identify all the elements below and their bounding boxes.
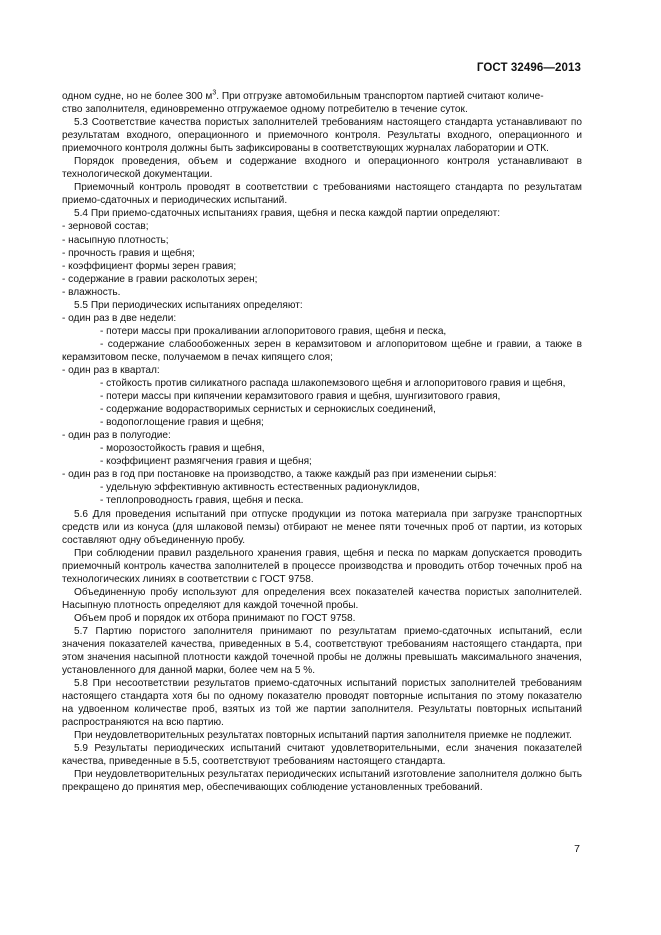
paragraph: Приемочный контроль проводят в соответствии с требованиями настоящего стандарта по результатам приемо-сдаточных и периодических испытаний. — [62, 182, 582, 207]
paragraph: При неудовлетворительных результатах повторных испытаний партия заполнителя приемке не подлежит. — [74, 730, 572, 742]
sub-list-item: - теплопроводность гравия, щебня и песка. — [100, 495, 304, 507]
clause-5-3: 5.3 Соответствие качества пористых заполнителей требованиям настоящего стандарта устанавливают по результатам входного, операционного и приемочного контроля. Результаты входного, операционного и приемочного контроля должны быть зафиксированы в соответствующих журналах лаборатории и ОТК. — [62, 117, 582, 155]
list-item: - один раз в квартал: — [62, 364, 160, 376]
sub-list-item: - стойкость против силикатного распада шлакопемзового щебня и аглопоритового гравия и щебня, — [100, 378, 566, 390]
list-item: - зерновой состав; — [62, 221, 149, 233]
sub-list-item: - удельную эффективную активность естественных радионуклидов, — [100, 482, 420, 494]
paragraph: ство заполнителя, единовременно отгружаемое одному потребителю в течение суток. — [62, 104, 468, 116]
clause-5-4: 5.4 При приемо-сдаточных испытаниях гравия, щебня и песка каждой партии определяют: — [74, 208, 501, 220]
standard-header: ГОСТ 32496—2013 — [476, 62, 581, 74]
paragraph: Порядок проведения, объем и содержание входного и операционного контроля устанавливают в технологической документации. — [62, 156, 582, 181]
sub-list-item: - коэффициент размягчения гравия и щебня; — [100, 456, 312, 468]
list-item: - один раз в год при постановке на производство, а также каждый раз при изменении сырья: — [62, 469, 497, 481]
sub-list-item: - водопоглощение гравия и щебня; — [100, 417, 264, 429]
page-number: 7 — [574, 843, 580, 855]
list-item: - один раз в полугодие: — [62, 430, 171, 442]
paragraph: Объединенную пробу используют для определения всех показателей качества пористых заполнителей. Насыпную плотность определяют для каждой точечной пробы. — [62, 586, 582, 611]
sub-list-item: - содержание слабообоженных зерен в керамзитовом и аглопоритовом щебне и гравии, а также в керамзитовом песке, получаемом в печах кипящего слоя; — [62, 338, 582, 363]
clause-5-8: 5.8 При несоответствии результатов приемо-сдаточных испытаний пористых заполнителей требованиям настоящего стандарта хотя бы по одному показателю проводят повторные испытания по этому показателю на удвоенном количестве проб, взятых из той же партии заполнителя. Результаты повторных испытаний распространяются на всю партию. — [62, 678, 582, 729]
list-item: - влажность. — [62, 286, 121, 298]
document-body — [62, 90, 582, 795]
sub-list-item: - содержание водорастворимых сернистых и сернокислых соединений, — [100, 404, 436, 416]
list-item: - содержание в гравии расколотых зерен; — [62, 273, 258, 285]
clause-5-7: 5.7 Партию пористого заполнителя принимают по результатам приемо-сдаточных испытаний, если значения показателей качества, приведенных в 5.4, соответствуют требованиям настоящего стандарта, при этом значения насыпной плотности каждой точечной пробы не должны превышать максимального значения, установленного для данной марки, более чем на 5 %. — [62, 625, 582, 677]
paragraph: Объем проб и порядок их отбора принимают по ГОСТ 9758. — [74, 612, 356, 624]
list-item: - прочность гравия и щебня; — [62, 247, 195, 259]
paragraph: При соблюдении правил раздельного хранения гравия, щебня и песка по маркам допускается проводить приемочный контроль качества заполнителей в процессе производства и проводить отбор точечных проб на технологических линиях в соответствии с ГОСТ 9758. — [62, 547, 582, 585]
paragraph: При неудовлетворительных результатах периодических испытаний изготовление заполнителя должно быть прекращено до принятия мер, обеспечивающих соблюдение установленных требований. — [62, 769, 582, 794]
list-item: - насыпную плотность; — [62, 234, 169, 246]
list-item: - коэффициент формы зерен гравия; — [62, 260, 237, 272]
sub-list-item: - потери массы при кипячении керамзитового гравия и щебня, шунгизитового гравия, — [100, 391, 501, 403]
clause-5-9: 5.9 Результаты периодических испытаний считают удовлетворительными, если значения показателей качества, приведенные в 5.5, соответствуют требованиям настоящего стандарта. — [62, 743, 582, 768]
sub-list-item: - потери массы при прокаливании аглопоритового гравия, щебня и песка, — [100, 325, 447, 337]
paragraph-first-line: одном судне, но не более 300 $м^3$. При отгрузке автомобильным транспортом партией считают количе- — [62, 89, 544, 102]
sub-list-item: - морозостойкость гравия и щебня, — [100, 443, 265, 455]
clause-5-5: 5.5 При периодических испытаниях определяют: — [74, 299, 303, 311]
clause-5-6: 5.6 Для проведения испытаний при отпуске продукции из потока материала при загрузке транспортных средств или из конуса (для шлаковой пемзы) отбирают не менее пяти точечных проб от партии, из которых составляют одну объединенную пробу. — [62, 508, 582, 546]
list-item: - один раз в две недели: — [62, 312, 177, 324]
